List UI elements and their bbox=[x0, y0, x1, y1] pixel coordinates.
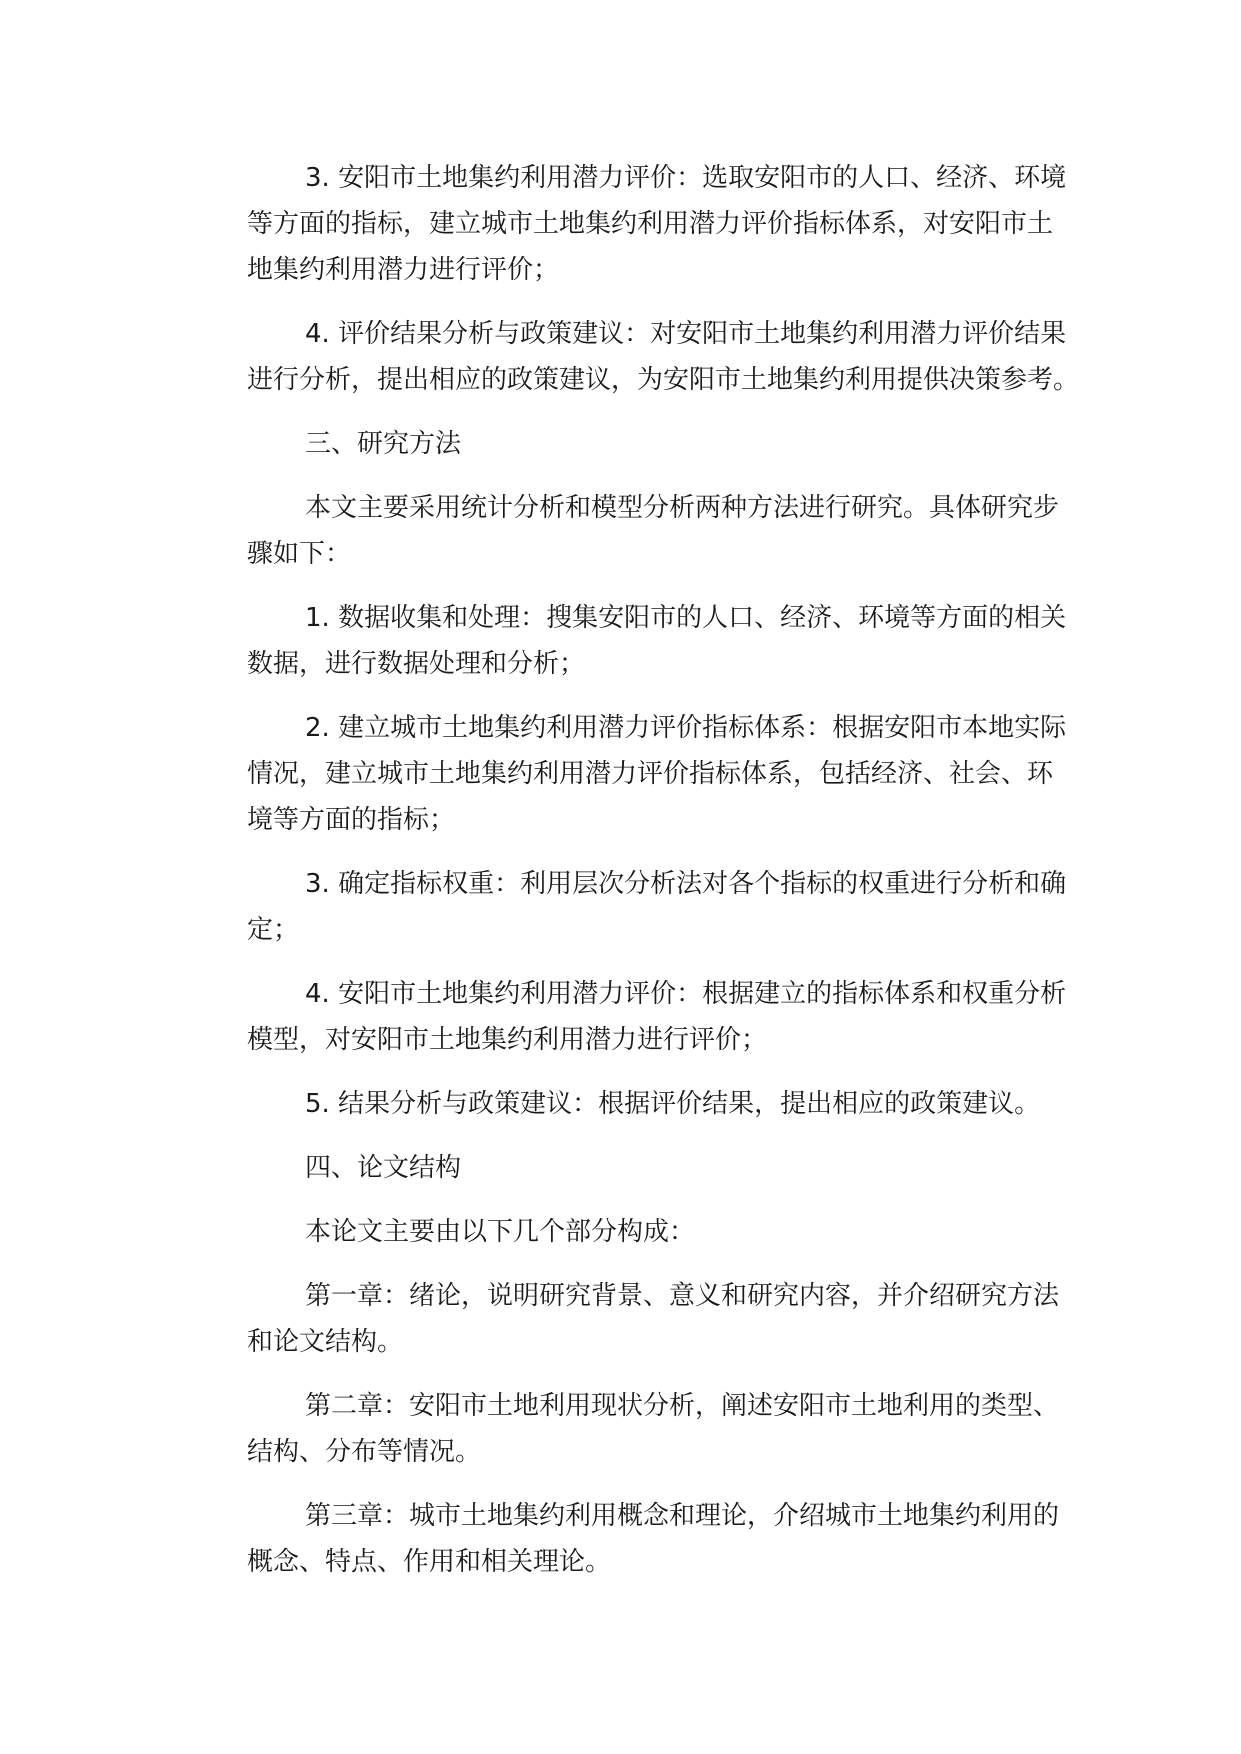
text-line: 境等方面的指标； bbox=[247, 805, 456, 835]
paragraph bbox=[189, 1209, 1069, 1255]
text-line: 3. 确定指标权重：利用层次分析法对各个指标的权重进行分析和确 bbox=[305, 869, 1067, 899]
text-line: 4. 评价结果分析与政策建议：对安阳市土地集约利用潜力评价结果 bbox=[305, 319, 1067, 349]
list-item bbox=[189, 311, 1080, 403]
chapter-item bbox=[189, 1383, 1069, 1475]
text-line: 结构、分布等情况。 bbox=[247, 1437, 482, 1467]
text-line: 定； bbox=[247, 915, 300, 945]
chapter-item bbox=[189, 1493, 1069, 1585]
text-line: 本文主要采用统计分析和模型分析两种方法进行研究。具体研究步 bbox=[305, 493, 1060, 523]
list-item bbox=[189, 595, 1069, 687]
text-line: 模型，对安阳市土地集约利用潜力进行评价； bbox=[247, 1025, 768, 1055]
section-heading bbox=[189, 1145, 1069, 1191]
text-line: 地集约利用潜力进行评价； bbox=[247, 255, 560, 285]
chapter-item bbox=[189, 1273, 1069, 1365]
text-line: 骤如下： bbox=[247, 539, 352, 569]
text-line: 等方面的指标，建立城市土地集约利用潜力评价指标体系，对安阳市土 bbox=[247, 209, 1054, 239]
text-line: 四、论文结构 bbox=[305, 1153, 462, 1183]
text-line: 进行分析，提出相应的政策建议，为安阳市土地集约利用提供决策参考。 bbox=[247, 365, 1080, 395]
list-item bbox=[189, 971, 1069, 1063]
text-line: 三、研究方法 bbox=[305, 429, 462, 459]
text-line: 数据，进行数据处理和分析； bbox=[247, 649, 586, 679]
text-line: 第三章：城市土地集约利用概念和理论，介绍城市土地集约利用的 bbox=[305, 1501, 1060, 1531]
paragraph bbox=[189, 485, 1069, 577]
text-line: 2. 建立城市土地集约利用潜力评价指标体系：根据安阳市本地实际 bbox=[305, 713, 1067, 743]
list-item bbox=[189, 705, 1069, 843]
text-line: 1. 数据收集和处理：搜集安阳市的人口、经济、环境等方面的相关 bbox=[305, 603, 1067, 633]
text-line: 4. 安阳市土地集约利用潜力评价：根据建立的指标体系和权重分析 bbox=[305, 979, 1067, 1009]
text-line: 概念、特点、作用和相关理论。 bbox=[247, 1547, 612, 1577]
list-item bbox=[189, 155, 1069, 293]
list-item bbox=[189, 861, 1069, 953]
document-body bbox=[189, 155, 1080, 1603]
text-line: 本论文主要由以下几个部分构成： bbox=[305, 1217, 696, 1247]
list-item bbox=[189, 1081, 1069, 1127]
text-line: 5. 结果分析与政策建议：根据评价结果，提出相应的政策建议。 bbox=[305, 1089, 1041, 1119]
section-heading bbox=[189, 421, 1069, 467]
text-line: 情况，建立城市土地集约利用潜力评价指标体系，包括经济、社会、环 bbox=[247, 759, 1054, 789]
text-line: 3. 安阳市土地集约利用潜力评价：选取安阳市的人口、经济、环境 bbox=[305, 163, 1067, 193]
text-line: 和论文结构。 bbox=[247, 1327, 404, 1357]
text-line: 第一章：绪论，说明研究背景、意义和研究内容，并介绍研究方法 bbox=[305, 1281, 1060, 1311]
text-line: 第二章：安阳市土地利用现状分析，阐述安阳市土地利用的类型、 bbox=[305, 1391, 1060, 1421]
